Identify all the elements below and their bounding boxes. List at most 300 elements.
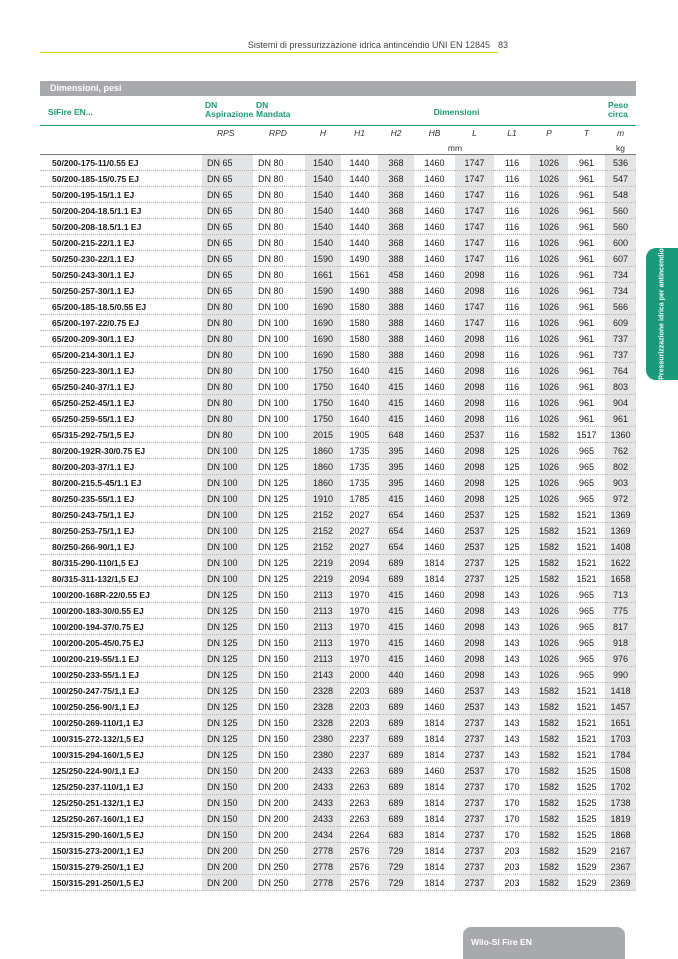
cell-h: 2433	[305, 779, 341, 795]
cell-p: 1026	[530, 603, 568, 619]
cell-l1: 116	[494, 363, 530, 379]
cell-p: 1026	[530, 331, 568, 347]
cell-dn-mandata: DN 150	[253, 683, 305, 699]
cell-model: 80/250-243-75/1,1 EJ	[40, 507, 202, 523]
cell-dn-mandata: DN 100	[253, 363, 305, 379]
cell-h2: 388	[378, 251, 414, 267]
cell-l: 2737	[455, 571, 494, 587]
sub-header-l: L	[472, 128, 477, 138]
cell-hb: 1460	[414, 155, 455, 171]
cell-l1: 143	[494, 619, 530, 635]
section-bar	[40, 81, 636, 96]
cell-t: 961	[568, 267, 605, 283]
cell-l1: 143	[494, 603, 530, 619]
cell-peso: 1651	[605, 715, 636, 731]
cell-model: 80/315-290-110/1,5 EJ	[40, 555, 202, 571]
sub-header-p: P	[546, 128, 552, 138]
cell-model: 80/250-253-75/1,1 EJ	[40, 523, 202, 539]
cell-h1: 2203	[341, 699, 378, 715]
cell-peso: 972	[605, 491, 636, 507]
cell-dn-aspirazione: DN 125	[202, 603, 253, 619]
cell-l1: 116	[494, 315, 530, 331]
cell-hb: 1814	[414, 571, 455, 587]
cell-l1: 116	[494, 395, 530, 411]
cell-l: 1747	[455, 299, 494, 315]
cell-l1: 116	[494, 235, 530, 251]
cell-peso: 764	[605, 363, 636, 379]
cell-peso: 1457	[605, 699, 636, 715]
cell-h: 1860	[305, 443, 341, 459]
cell-l1: 125	[494, 507, 530, 523]
cell-l: 2098	[455, 395, 494, 411]
cell-model: 100/200-194-37/0.75 EJ	[40, 619, 202, 635]
cell-t: 965	[568, 651, 605, 667]
cell-h2: 415	[378, 651, 414, 667]
cell-p: 1026	[530, 587, 568, 603]
cell-hb: 1460	[414, 203, 455, 219]
cell-dn-aspirazione: DN 100	[202, 555, 253, 571]
cell-h1: 2237	[341, 731, 378, 747]
cell-t: 961	[568, 395, 605, 411]
cell-dn-mandata: DN 80	[253, 187, 305, 203]
cell-hb: 1460	[414, 315, 455, 331]
cell-l1: 125	[494, 491, 530, 507]
cell-t: 1521	[568, 539, 605, 555]
cell-dn-mandata: DN 125	[253, 459, 305, 475]
cell-t: 1521	[568, 699, 605, 715]
cell-l: 1747	[455, 219, 494, 235]
header-rule	[40, 52, 498, 53]
cell-dn-aspirazione: DN 100	[202, 539, 253, 555]
cell-t: 965	[568, 443, 605, 459]
cell-p: 1582	[530, 571, 568, 587]
cell-hb: 1460	[414, 699, 455, 715]
cell-peso: 560	[605, 219, 636, 235]
unit-kg: kg	[605, 141, 636, 155]
cell-peso: 2167	[605, 843, 636, 859]
cell-l: 1747	[455, 171, 494, 187]
cell-dn-mandata: DN 100	[253, 299, 305, 315]
cell-model: 65/250-259-55/1.1 EJ	[40, 411, 202, 427]
cell-h1: 1970	[341, 587, 378, 603]
cell-h2: 415	[378, 411, 414, 427]
cell-model: 80/250-235-55/1.1 EJ	[40, 491, 202, 507]
cell-l: 2098	[455, 411, 494, 427]
cell-h: 2219	[305, 571, 341, 587]
cell-t: 961	[568, 283, 605, 299]
cell-l1: 116	[494, 379, 530, 395]
cell-h2: 368	[378, 235, 414, 251]
cell-peso: 904	[605, 395, 636, 411]
cell-peso: 609	[605, 315, 636, 331]
cell-model: 125/250-224-90/1,1 EJ	[40, 763, 202, 779]
cell-hb: 1460	[414, 395, 455, 411]
cell-h2: 395	[378, 475, 414, 491]
cell-hb: 1814	[414, 795, 455, 811]
cell-l1: 125	[494, 539, 530, 555]
cell-p: 1026	[530, 187, 568, 203]
cell-h2: 415	[378, 395, 414, 411]
cell-h1: 2203	[341, 715, 378, 731]
cell-h2: 689	[378, 683, 414, 699]
cell-dn-aspirazione: DN 200	[202, 843, 253, 859]
cell-h: 2328	[305, 715, 341, 731]
cell-h: 1690	[305, 347, 341, 363]
cell-peso: 903	[605, 475, 636, 491]
cell-peso: 1738	[605, 795, 636, 811]
cell-dn-aspirazione: DN 125	[202, 635, 253, 651]
cell-t: 1525	[568, 779, 605, 795]
cell-dn-mandata: DN 150	[253, 699, 305, 715]
cell-dn-mandata: DN 100	[253, 411, 305, 427]
cell-l1: 125	[494, 555, 530, 571]
cell-p: 1026	[530, 363, 568, 379]
col-header-dn-mandata: DN Mandata	[253, 99, 305, 126]
sub-header-h2: H2	[390, 128, 402, 138]
cell-h: 2113	[305, 651, 341, 667]
cell-peso: 536	[605, 155, 636, 171]
cell-dn-aspirazione: DN 65	[202, 187, 253, 203]
cell-dn-aspirazione: DN 200	[202, 875, 253, 891]
cell-hb: 1460	[414, 331, 455, 347]
cell-h2: 368	[378, 219, 414, 235]
cell-h: 2219	[305, 555, 341, 571]
cell-dn-mandata: DN 125	[253, 475, 305, 491]
cell-dn-aspirazione: DN 125	[202, 715, 253, 731]
cell-hb: 1460	[414, 379, 455, 395]
cell-h2: 415	[378, 379, 414, 395]
cell-dn-aspirazione: DN 65	[202, 219, 253, 235]
cell-peso: 1360	[605, 427, 636, 443]
cell-l: 2537	[455, 683, 494, 699]
cell-dn-mandata: DN 100	[253, 395, 305, 411]
cell-t: 961	[568, 187, 605, 203]
cell-hb: 1814	[414, 555, 455, 571]
cell-hb: 1460	[414, 619, 455, 635]
cell-h1: 2264	[341, 827, 378, 843]
cell-h: 1540	[305, 171, 341, 187]
cell-dn-mandata: DN 150	[253, 715, 305, 731]
cell-p: 1026	[530, 299, 568, 315]
cell-t: 1525	[568, 811, 605, 827]
cell-l: 2737	[455, 827, 494, 843]
cell-dn-mandata: DN 200	[253, 763, 305, 779]
cell-l1: 143	[494, 667, 530, 683]
cell-peso: 918	[605, 635, 636, 651]
cell-model: 50/200-195-15/1.1 EJ	[40, 187, 202, 203]
cell-l1: 170	[494, 827, 530, 843]
page-number: 83	[498, 40, 509, 50]
cell-model: 65/250-240-37/1.1 EJ	[40, 379, 202, 395]
cell-hb: 1460	[414, 219, 455, 235]
cell-l1: 143	[494, 747, 530, 763]
cell-h1: 1440	[341, 219, 378, 235]
cell-p: 1582	[530, 763, 568, 779]
cell-peso: 1622	[605, 555, 636, 571]
cell-dn-aspirazione: DN 80	[202, 347, 253, 363]
cell-model: 100/200-205-45/0.75 EJ	[40, 635, 202, 651]
cell-l1: 143	[494, 715, 530, 731]
cell-h2: 689	[378, 747, 414, 763]
cell-model: 50/250-230-22/1.1 EJ	[40, 251, 202, 267]
cell-h2: 388	[378, 315, 414, 331]
cell-dn-aspirazione: DN 80	[202, 411, 253, 427]
sub-header-m: m	[616, 128, 625, 138]
cell-dn-aspirazione: DN 150	[202, 827, 253, 843]
cell-h: 2113	[305, 603, 341, 619]
cell-h1: 2203	[341, 683, 378, 699]
cell-h2: 689	[378, 715, 414, 731]
cell-h: 1590	[305, 251, 341, 267]
cell-h1: 1640	[341, 395, 378, 411]
cell-h: 2380	[305, 747, 341, 763]
cell-dn-mandata: DN 125	[253, 507, 305, 523]
cell-p: 1582	[530, 811, 568, 827]
cell-l1: 170	[494, 779, 530, 795]
cell-h1: 2027	[341, 539, 378, 555]
cell-l: 2537	[455, 539, 494, 555]
cell-l: 2098	[455, 459, 494, 475]
cell-model: 125/315-290-160/1,5 EJ	[40, 827, 202, 843]
cell-l: 2098	[455, 635, 494, 651]
cell-h2: 395	[378, 443, 414, 459]
cell-h: 1540	[305, 203, 341, 219]
cell-model: 50/200-204-18.5/1.1 EJ	[40, 203, 202, 219]
cell-dn-mandata: DN 150	[253, 619, 305, 635]
cell-dn-aspirazione: DN 65	[202, 235, 253, 251]
cell-dn-mandata: DN 250	[253, 843, 305, 859]
cell-l: 2098	[455, 491, 494, 507]
cell-l: 2098	[455, 587, 494, 603]
cell-model: 80/200-203-37/1.1 EJ	[40, 459, 202, 475]
cell-h1: 2000	[341, 667, 378, 683]
cell-h: 1590	[305, 283, 341, 299]
cell-l: 2098	[455, 443, 494, 459]
sub-header-rpd: RPD	[269, 128, 287, 138]
cell-l: 2098	[455, 475, 494, 491]
cell-t: 961	[568, 363, 605, 379]
cell-h2: 689	[378, 699, 414, 715]
cell-p: 1026	[530, 475, 568, 491]
cell-h: 1540	[305, 219, 341, 235]
cell-model: 150/315-273-200/1,1 EJ	[40, 843, 202, 859]
cell-h1: 1490	[341, 251, 378, 267]
cell-h1: 1440	[341, 187, 378, 203]
cell-peso: 607	[605, 251, 636, 267]
cell-t: 961	[568, 347, 605, 363]
cell-peso: 990	[605, 667, 636, 683]
cell-hb: 1460	[414, 267, 455, 283]
cell-hb: 1814	[414, 715, 455, 731]
cell-dn-mandata: DN 125	[253, 443, 305, 459]
cell-p: 1582	[530, 699, 568, 715]
cell-h1: 1440	[341, 155, 378, 171]
cell-hb: 1814	[414, 779, 455, 795]
cell-t: 1521	[568, 683, 605, 699]
cell-l1: 143	[494, 651, 530, 667]
cell-hb: 1460	[414, 283, 455, 299]
cell-dn-mandata: DN 80	[253, 235, 305, 251]
cell-h2: 440	[378, 667, 414, 683]
cell-p: 1582	[530, 875, 568, 891]
cell-t: 961	[568, 203, 605, 219]
cell-h: 1540	[305, 155, 341, 171]
sub-header-rps: RPS	[217, 128, 235, 138]
cell-model: 50/200-185-15/0.75 EJ	[40, 171, 202, 187]
cell-hb: 1460	[414, 235, 455, 251]
cell-h: 2778	[305, 859, 341, 875]
cell-p: 1582	[530, 427, 568, 443]
cell-hb: 1814	[414, 875, 455, 891]
cell-t: 965	[568, 459, 605, 475]
cell-h2: 458	[378, 267, 414, 283]
cell-hb: 1460	[414, 363, 455, 379]
cell-hb: 1460	[414, 683, 455, 699]
cell-h: 2143	[305, 667, 341, 683]
cell-peso: 1784	[605, 747, 636, 763]
cell-l: 2737	[455, 875, 494, 891]
cell-l: 2537	[455, 427, 494, 443]
cell-h: 2113	[305, 619, 341, 635]
cell-l: 1747	[455, 315, 494, 331]
cell-dn-mandata: DN 200	[253, 827, 305, 843]
cell-model: 80/200-192R-30/0.75 EJ	[40, 443, 202, 459]
cell-l: 1747	[455, 235, 494, 251]
cell-l1: 143	[494, 683, 530, 699]
cell-l1: 203	[494, 859, 530, 875]
cell-dn-mandata: DN 200	[253, 811, 305, 827]
cell-p: 1026	[530, 651, 568, 667]
cell-t: 1521	[568, 715, 605, 731]
cell-t: 961	[568, 411, 605, 427]
cell-hb: 1460	[414, 651, 455, 667]
cell-l: 1747	[455, 155, 494, 171]
cell-peso: 817	[605, 619, 636, 635]
cell-h2: 368	[378, 171, 414, 187]
col-header-peso: Peso circa	[605, 99, 636, 126]
cell-p: 1582	[530, 827, 568, 843]
cell-h: 1540	[305, 235, 341, 251]
cell-h2: 388	[378, 283, 414, 299]
cell-h1: 1735	[341, 443, 378, 459]
cell-model: 100/315-294-160/1,5 EJ	[40, 747, 202, 763]
sub-header-h: H	[319, 128, 327, 138]
cell-dn-mandata: DN 80	[253, 155, 305, 171]
cell-p: 1026	[530, 283, 568, 299]
cell-dn-aspirazione: DN 80	[202, 363, 253, 379]
cell-h2: 648	[378, 427, 414, 443]
cell-model: 65/200-214-30/1.1 EJ	[40, 347, 202, 363]
cell-l1: 116	[494, 251, 530, 267]
cell-dn-mandata: DN 100	[253, 427, 305, 443]
side-tab-label: Pressurizzazione idrica per antincendio	[658, 248, 666, 380]
cell-hb: 1460	[414, 603, 455, 619]
cell-h: 2433	[305, 795, 341, 811]
cell-dn-mandata: DN 125	[253, 491, 305, 507]
cell-dn-mandata: DN 80	[253, 203, 305, 219]
cell-l1: 143	[494, 587, 530, 603]
cell-dn-mandata: DN 250	[253, 859, 305, 875]
cell-dn-mandata: DN 200	[253, 779, 305, 795]
cell-h2: 368	[378, 155, 414, 171]
cell-dn-aspirazione: DN 80	[202, 299, 253, 315]
cell-h2: 415	[378, 587, 414, 603]
cell-h1: 1640	[341, 411, 378, 427]
cell-hb: 1814	[414, 747, 455, 763]
cell-dn-aspirazione: DN 150	[202, 779, 253, 795]
cell-t: 1521	[568, 747, 605, 763]
cell-h2: 415	[378, 635, 414, 651]
cell-l1: 116	[494, 283, 530, 299]
cell-l1: 116	[494, 155, 530, 171]
header-title: Sistemi di pressurizzazione idrica antincendio UNI EN 12845	[247, 40, 490, 50]
cell-l: 2537	[455, 507, 494, 523]
cell-h: 2328	[305, 699, 341, 715]
cell-h2: 729	[378, 843, 414, 859]
cell-l: 2737	[455, 811, 494, 827]
cell-peso: 803	[605, 379, 636, 395]
cell-l: 2098	[455, 363, 494, 379]
cell-l: 2098	[455, 651, 494, 667]
cell-h1: 1580	[341, 331, 378, 347]
cell-hb: 1460	[414, 299, 455, 315]
cell-l: 2537	[455, 763, 494, 779]
cell-h1: 1440	[341, 235, 378, 251]
cell-l1: 116	[494, 411, 530, 427]
cell-hb: 1460	[414, 459, 455, 475]
cell-hb: 1814	[414, 731, 455, 747]
cell-dn-mandata: DN 100	[253, 331, 305, 347]
cell-h1: 1970	[341, 619, 378, 635]
cell-dn-aspirazione: DN 80	[202, 379, 253, 395]
cell-l1: 125	[494, 571, 530, 587]
cell-peso: 1702	[605, 779, 636, 795]
cell-h: 1750	[305, 395, 341, 411]
cell-h: 2152	[305, 539, 341, 555]
cell-l: 2098	[455, 619, 494, 635]
cell-h2: 689	[378, 811, 414, 827]
cell-h: 2434	[305, 827, 341, 843]
cell-h2: 654	[378, 539, 414, 555]
cell-dn-mandata: DN 200	[253, 795, 305, 811]
cell-l: 2098	[455, 379, 494, 395]
cell-model: 65/200-209-30/1.1 EJ	[40, 331, 202, 347]
cell-hb: 1460	[414, 171, 455, 187]
cell-l: 2737	[455, 731, 494, 747]
cell-h1: 1440	[341, 203, 378, 219]
cell-dn-aspirazione: DN 100	[202, 523, 253, 539]
cell-h1: 2237	[341, 747, 378, 763]
cell-l: 2098	[455, 603, 494, 619]
cell-dn-mandata: DN 80	[253, 251, 305, 267]
cell-hb: 1460	[414, 507, 455, 523]
cell-model: 100/315-272-132/1,5 EJ	[40, 731, 202, 747]
cell-l: 2737	[455, 747, 494, 763]
cell-h1: 1640	[341, 379, 378, 395]
cell-peso: 734	[605, 267, 636, 283]
cell-t: 961	[568, 379, 605, 395]
cell-dn-aspirazione: DN 125	[202, 651, 253, 667]
cell-h1: 2576	[341, 843, 378, 859]
cell-l: 1747	[455, 187, 494, 203]
cell-p: 1582	[530, 795, 568, 811]
cell-h2: 368	[378, 187, 414, 203]
col-header-dimensioni: Dimensioni	[305, 99, 605, 126]
cell-p: 1582	[530, 507, 568, 523]
cell-model: 150/315-291-250/1,5 EJ	[40, 875, 202, 891]
cell-p: 1026	[530, 171, 568, 187]
cell-dn-aspirazione: DN 65	[202, 251, 253, 267]
